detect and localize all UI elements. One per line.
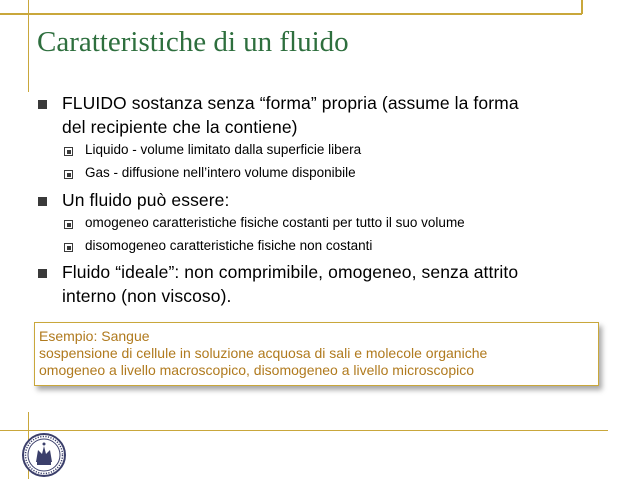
- example-title: Esempio: Sangue: [39, 328, 150, 344]
- left-rule: [28, 0, 29, 92]
- square-bullet-icon: [38, 269, 47, 278]
- top-right-tick: [581, 0, 583, 14]
- hollow-square-bullet-icon: [64, 243, 73, 252]
- bullet-1-line-2: del recipiente che la contiene): [62, 117, 298, 137]
- sub-bullet-gas: Gas - diffusione nell’intero volume disponibile: [85, 165, 356, 180]
- sub-bullet-liquido: Liquido - volume limitato dalla superficie libera: [85, 142, 362, 157]
- bullet-3-line-2: interno (non viscoso).: [62, 286, 232, 306]
- top-rule: [0, 13, 582, 15]
- sub-bullet-disomogeneo: disomogeneo caratteristiche fisiche non costanti: [85, 238, 373, 253]
- example-line-3: omogeneo a livello macroscopico, disomogeneo a livello microscopico: [39, 362, 474, 378]
- example-box: [34, 322, 599, 386]
- square-bullet-icon: [38, 197, 47, 206]
- hollow-square-bullet-icon: [64, 220, 73, 229]
- bullet-2-line-1: Un fluido può essere:: [62, 190, 230, 210]
- square-bullet-icon: [38, 100, 47, 109]
- slide-title: Caratteristiche di un fluido: [37, 26, 349, 58]
- hollow-square-bullet-icon: [64, 170, 73, 179]
- bullet-3-line-1: Fluido “ideale”: non comprimibile, omogeneo, senza attrito: [62, 262, 519, 282]
- example-line-2: sospensione di cellule in soluzione acquosa di sali e molecole organiche: [39, 345, 488, 361]
- bottom-rule: [0, 430, 608, 431]
- sub-bullet-omogeneo: omogeneo caratteristiche fisiche costanti per tutto il suo volume: [85, 215, 465, 230]
- hollow-square-bullet-icon: [64, 147, 73, 156]
- university-seal-icon: [12, 432, 76, 478]
- bullet-1-line-1: FLUIDO sostanza senza “forma” propria (assume la forma: [62, 93, 519, 113]
